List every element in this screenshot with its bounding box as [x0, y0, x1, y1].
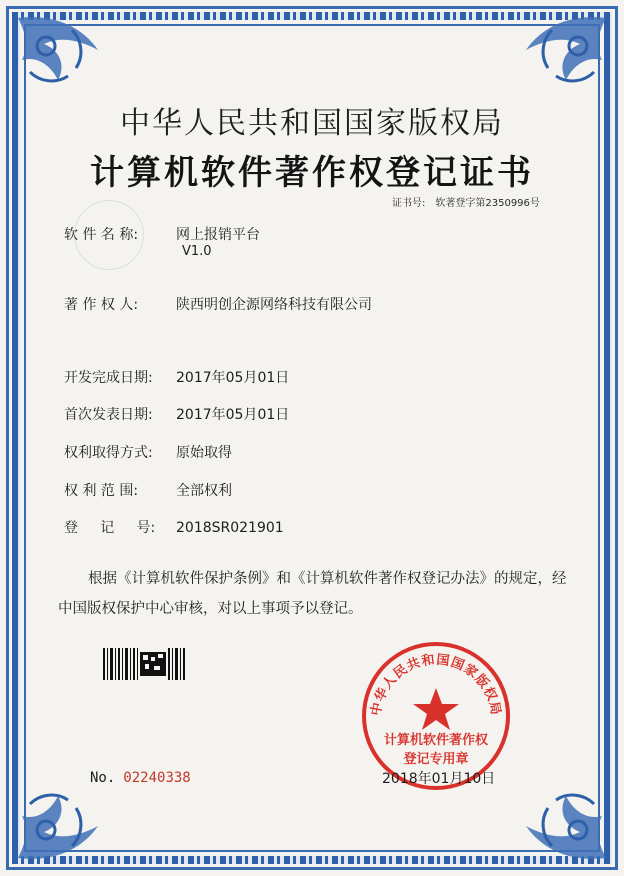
software-version: V1.0	[182, 244, 212, 259]
certificate-title: 计算机软件著作权登记证书	[90, 153, 534, 193]
certificate-number-label: 证书号:	[392, 198, 426, 209]
field-value: 全部权利	[176, 483, 232, 499]
certificate-number	[392, 194, 540, 209]
serial-number-value: 02240338	[123, 770, 191, 786]
field-value: 2017年05月01日	[176, 370, 290, 386]
field-label: 权 利 范 围:	[64, 483, 139, 499]
serial-number	[90, 770, 191, 786]
field-software-name	[64, 224, 260, 244]
field-label: 登 记 号:	[64, 520, 156, 536]
field-label: 开发完成日期:	[64, 370, 153, 386]
corner-ornament-icon	[514, 10, 614, 110]
field-completion-date	[64, 367, 289, 387]
barcode-icon	[103, 648, 185, 680]
certificate-number-value: 软著登字第2350996号	[435, 198, 540, 209]
field-value: 网上报销平台	[176, 227, 260, 243]
field-label: 权利取得方式:	[64, 445, 153, 461]
field-first-publication-date	[64, 404, 289, 424]
field-value: 2017年05月01日	[176, 407, 290, 423]
field-label: 首次发表日期:	[64, 407, 153, 423]
registration-statement: 根据《计算机软件保护条例》和《计算机软件著作权登记办法》的规定，经中国版权保护中心审核，对以上事项予以登记。	[58, 571, 567, 617]
seal-text-line2: 登记专用章	[403, 752, 469, 767]
issue-date: 2018年01月10日	[382, 771, 496, 787]
issuing-organization: 中华人民共和国国家版权局	[120, 106, 504, 141]
field-label: 著 作 权 人:	[64, 297, 139, 313]
field-value: 原始取得	[176, 445, 232, 461]
field-registration-no	[64, 517, 284, 537]
corner-ornament-icon	[10, 10, 110, 110]
seal-text-line1: 计算机软件著作权	[383, 733, 488, 748]
corner-ornament-icon	[514, 766, 614, 866]
seal-ring-text: 中华人民共和国国家版权局	[368, 652, 504, 717]
field-label: 软 件 名 称:	[64, 227, 139, 243]
field-value: 陕西明创企源网络科技有限公司	[176, 297, 372, 313]
field-acquisition-method	[64, 442, 232, 462]
field-copyright-owner	[64, 294, 372, 314]
field-value: 2018SR021901	[176, 520, 284, 536]
serial-number-label: No.	[90, 770, 116, 786]
field-rights-scope	[64, 480, 232, 500]
